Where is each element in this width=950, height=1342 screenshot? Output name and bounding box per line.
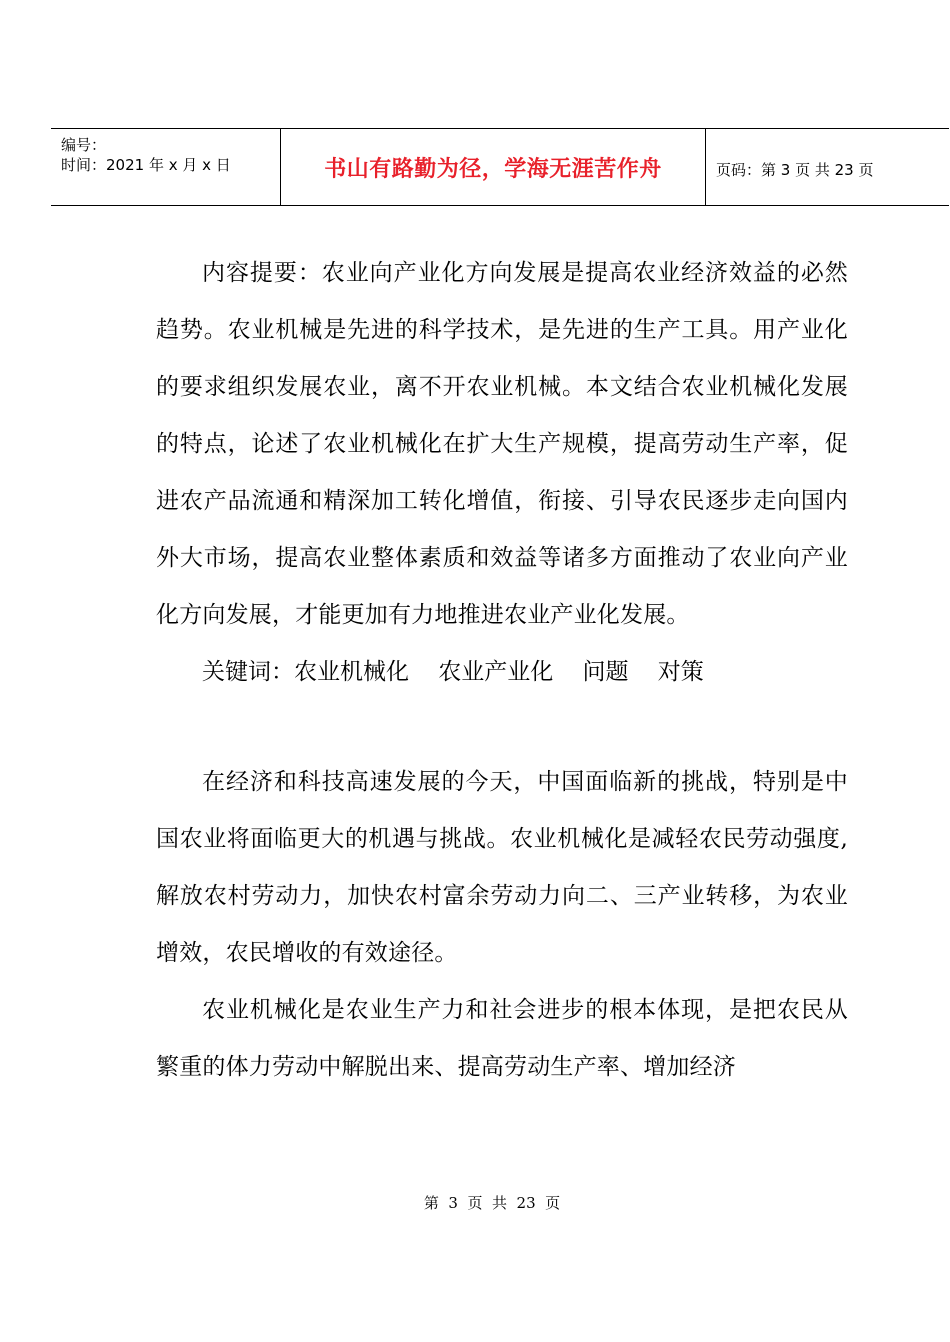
body-paragraph-1: 在经济和科技高速发展的今天，中国面临新的挑战，特别是中国农业将面临更大的机遇与挑战。农业机械化是减轻农民劳动强度,解放农村劳动力，加快农村富余劳动力向二、三产业转移，为农业增效，农民增收的有效途径。: [156, 769, 848, 966]
document-time-label: 时间：2021 年 x 月 x 日: [61, 156, 231, 174]
page-footer: 第 3 页 共 23 页: [423, 1194, 561, 1212]
header-page-cell: [706, 129, 949, 205]
document-code-label: 编号：: [61, 136, 107, 154]
document-body: [156, 245, 848, 1096]
header-info-cell: [51, 129, 280, 205]
document-header: [51, 128, 949, 206]
abstract-paragraph: 内容提要：农业向产业化方向发展是提高农业经济效益的必然趋势。农业机械是先进的科学技术，是先进的生产工具。用产业化的要求组织发展农业，离不开农业机械。本文结合农业机械化发展的特点，论述了农业机械化在扩大生产规模，提高劳动生产率，促进农产品流通和精深加工转化增值，衔接、引导农民逐步走向国内外大市场，提高农业整体素质和效益等诸多方面推动了农业向产业化方向发展，才能更加有力地推进农业产业化发展。: [156, 260, 848, 628]
keywords-line: 关键词：农业机械化 农业产业化 问题 对策: [202, 659, 704, 685]
header-motto: 书山有路勤为径，学海无涯苦作舟: [324, 157, 662, 182]
header-motto-cell: [280, 129, 706, 205]
section-spacer: [156, 701, 848, 754]
body-paragraph-2: 农业机械化是农业生产力和社会进步的根本体现，是把农民从繁重的体力劳动中解脱出来、提高劳动生产率、增加经济: [156, 997, 848, 1080]
header-page-number: 页码：第 3 页 共 23 页: [716, 161, 874, 179]
